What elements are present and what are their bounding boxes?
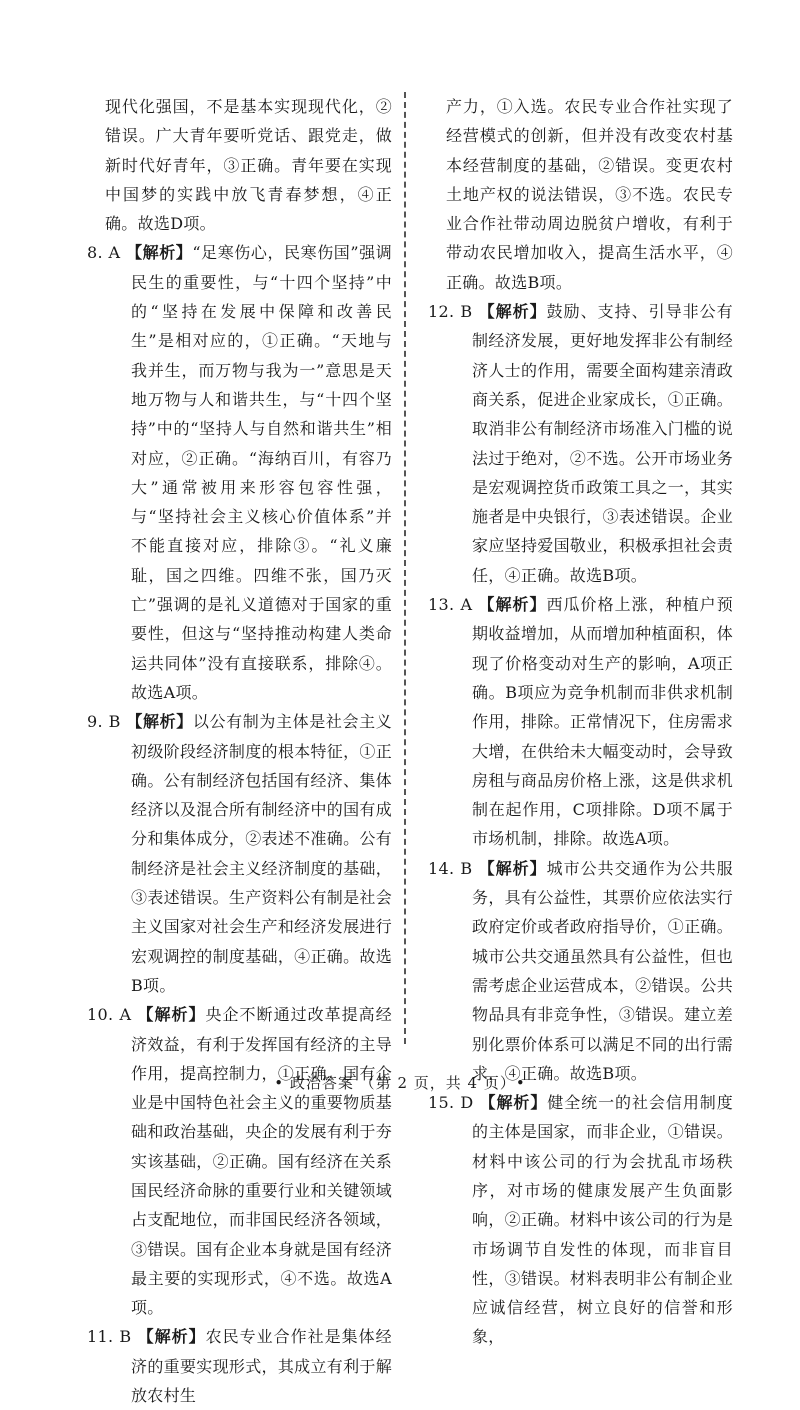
answer-item-14 <box>428 854 733 1088</box>
left-continuation: 现代化强国，不是基本实现现代化，②错误。广大青年要听党话、跟党走，做新时代好青年，③正确。青年要在实现中国梦的实践中放飞青春梦想，④正确。故选D项。 <box>105 97 392 234</box>
item-text: 农民专业合作社是集体经济的重要实现形式，其成立有利于解放农村生 <box>131 1327 392 1406</box>
answer-item-10 <box>87 1000 392 1322</box>
item-number: 11. B <box>87 1327 132 1347</box>
page-footer: • 政治答案 （第 2 页，共 4 页）• <box>274 1074 526 1092</box>
answer-item-13 <box>428 590 733 854</box>
item-text: 西瓜价格上涨，种植户预期收益增加，从而增加种植面积，体现了价格变动对生产的影响，A项正确。B项应为竞争机制而非供求机制作用，排除。正常情况下，住房需求大增，在供给未大幅变动时，会导致房租与商品房价格上涨，这是供求机制在起作用，C项排除。D项不属于市场机制，排除。故选A项。 <box>472 595 733 849</box>
item-number: 13. A <box>428 595 473 615</box>
item-number: 8. A <box>87 243 121 263</box>
answer-item-11 <box>87 1322 392 1410</box>
answer-item-15 <box>428 1088 733 1352</box>
item-number: 14. B <box>428 858 473 878</box>
item-number: 10. A <box>87 1005 132 1025</box>
item-text: 以公有制为主体是社会主义初级阶段经济制度的根本特征，①正确。公有制经济包括国有经济、集体经济以及混合所有制经济中的国有成分和集体成分，②表述不准确。公有制经济是社会主义经济制度的基础，③表述错误。生产资料公有制是社会主义国家对社会生产和经济发展进行宏观调控的制度基础，④正确。故选B项。 <box>131 712 393 995</box>
item-text: 央企不断通过改革提高经济效益，有利于发挥国有经济的主导作用，提高控制力，①正确。国有企业是中国特色社会主义的重要物质基础和政治基础，央企的发展有利于夯实该基础，②正确。国有经济在关系国民经济命脉的重要行业和关键领域占支配地位，而非国民经济各领域，③错误。国有企业本身就是国有经济最主要的实现形式，④不选。故选A项。 <box>131 1005 392 1318</box>
item-number: 9. B <box>87 712 121 732</box>
right-column <box>428 92 733 1352</box>
right-continuation: 产力，①入选。农民专业合作社实现了经营模式的创新，但并没有改变农村基本经营制度的基础，②错误。变更农村土地产权的说法错误，③不选。农民专业合作社带动周边脱贫户增收，有利于带动农民增加收入，提高生活水平，④正确。故选B项。 <box>446 97 733 292</box>
analysis-tag: 【解析】 <box>478 858 547 878</box>
item-text: 城市公共交通作为公共服务，具有公益性，其票价应依法实行政府定价或者政府指导价，①正确。城市公共交通虽然具有公益性，但也需考虑企业运营成本，②错误。公共物品具有非竞争性，③错误。建立差别化票价体系可以满足不同的出行需求，④正确。故选B项。 <box>472 858 733 1083</box>
left-column <box>87 92 392 1410</box>
item-number: 12. B <box>428 302 473 322</box>
item-text: 健全统一的社会信用制度的主体是国家，而非企业，①错误。材料中该公司的行为会扰乱市场秩序，对市场的健康发展产生负面影响，②正确。材料中该公司的行为是市场调节自发性的体现，而非盲目性，③错误。材料表明非公有制企业应诚信经营，树立良好的信誉和形象， <box>472 1093 733 1347</box>
analysis-tag: 【解析】 <box>126 712 193 732</box>
item-text: “足寒伤心，民寒伤国”强调民生的重要性，与“十四个坚持”中的“坚持在发展中保障和改善民生”是相对应的，①正确。“天地与我并生，而万物与我为一”意思是天地万物与人和谐共生，与“十四个坚持”中的“坚持人与自然和谐共生”相对应，②正确。“海纳百川，有容乃大”通常被用来形容包容性强，与“坚持社会主义核心价值体系”并不能直接对应，排除③。“礼义廉耻，国之四维。四维不张，国乃灭亡”强调的是礼义道德对于国家的重要性，但这与“坚持推动构建人类命运共同体”没有直接联系，排除④。故选A项。 <box>131 243 393 702</box>
analysis-tag: 【解析】 <box>126 243 193 263</box>
analysis-tag: 【解析】 <box>137 1005 206 1025</box>
item-text: 鼓励、支持、引导非公有制经济发展，更好地发挥非公有制经济人士的作用，需要全面构建亲清政商关系，促进企业家成长，①正确。取消非公有制经济市场准入门槛的说法过于绝对，②不选。公开市场业务是宏观调控货币政策工具之一，其实施者是中央银行，③表述错误。企业家应坚持爱国敬业，积极承担社会责任，④正确。故选B项。 <box>472 302 733 585</box>
analysis-tag: 【解析】 <box>478 302 547 322</box>
analysis-tag: 【解析】 <box>479 1093 548 1113</box>
answer-item-8 <box>87 238 392 707</box>
analysis-tag: 【解析】 <box>478 595 547 615</box>
answer-item-9 <box>87 707 392 1000</box>
analysis-tag: 【解析】 <box>137 1327 206 1347</box>
item-number: 15. D <box>428 1093 474 1113</box>
answer-item-12 <box>428 297 733 590</box>
column-divider <box>404 92 406 1044</box>
